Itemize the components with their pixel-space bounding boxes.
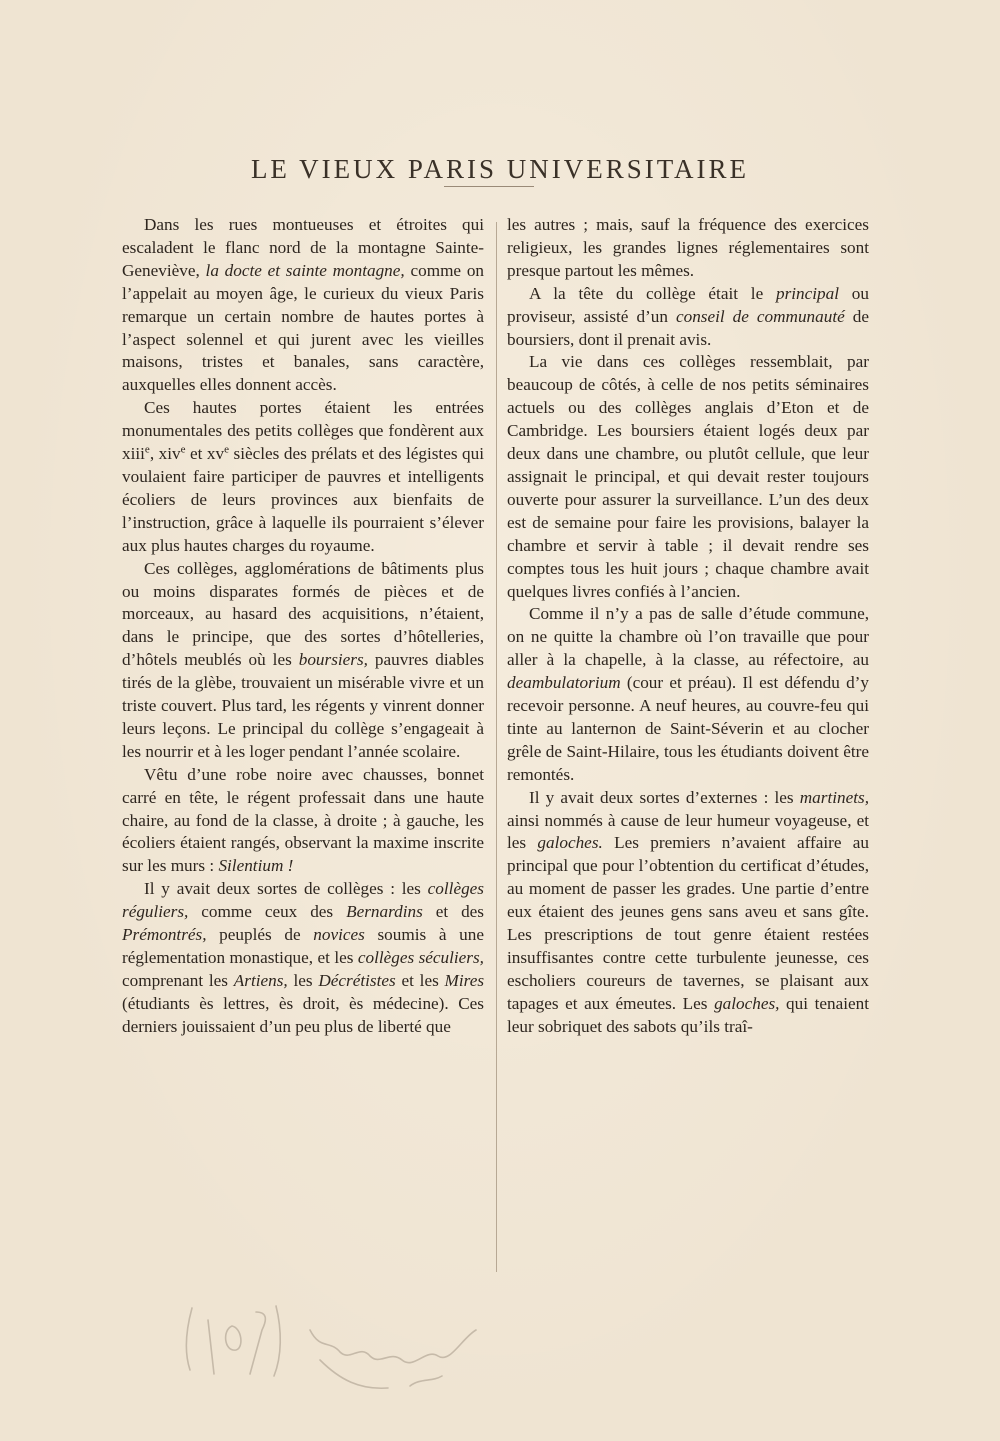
text-run: Comme il n’y a pas de salle d’étude commune, on ne quitte la chambre où l’on travaille que pour aller à la chapelle, à la classe, au réfectoire, au [507, 604, 869, 670]
text-run: comprenant les [122, 970, 234, 990]
paragraph [122, 878, 484, 1038]
column-divider [496, 222, 497, 1272]
text-run: soumis à une réglementation monastique, et les [122, 925, 484, 967]
text-run: La vie dans ces collèges ressemblait, par beaucoup de côtés, à celle de nos petits séminaires actuels ou des collèges anglais d’Eton et de Cambridge. Les boursiers étaient logés deux par deux dans une chambre, ou plutôt cellule, que leur assignait le principal, et qui devait rester toujours ouverte pour assurer la surveillance. L’un des deux est de semaine pour faire les provisions, balayer la chambre et servir à table ; il devait rendre ses comptes tous les huit jours ; chaque chambre avait quelques livres confiés à l’ancien. [507, 352, 869, 601]
pencil-signature [170, 1290, 510, 1410]
superscript: e [144, 443, 150, 456]
text-run: et xv [185, 444, 225, 464]
text-run: et des [422, 902, 484, 922]
paragraph [122, 558, 484, 764]
italic-text: Prémontrés, [122, 925, 207, 945]
superscript: e [180, 443, 186, 456]
left-column [122, 214, 484, 1039]
italic-text: galoches, [714, 993, 780, 1013]
text-run: Dans les rues montueuses et étroites qui escaladent le flanc nord de la montagne Sainte-Geneviève, [122, 215, 484, 280]
text-run: les [287, 970, 319, 990]
superscript: e [224, 443, 230, 456]
italic-text: martinets, [799, 787, 869, 807]
italic-text: la docte et sainte montagne, [205, 260, 405, 280]
italic-text: galoches. [537, 833, 603, 853]
text-run: de boursiers, dont il prenait avis. [507, 306, 869, 349]
italic-text: collèges réguliers, [122, 879, 484, 922]
paragraph [507, 603, 869, 786]
italic-text: conseil de communauté [675, 306, 845, 326]
paragraph [507, 787, 869, 1039]
text-run: les autres ; mais, sauf la fréquence des exercices religieux, les grandes lignes réglementaires sont presque partout les mêmes. [507, 215, 869, 280]
italic-text: boursiers, [298, 650, 368, 670]
italic-text: Mires [444, 970, 485, 990]
text-run: (cour et préau). Il est défendu d’y recevoir personne. A neuf heures, au couvre-feu qui tinte au lanternon de Saint-Séverin et au clocher grêle de Saint-Hilaire, tous les étudiants doivent être remontés. [507, 673, 869, 784]
text-run: pauvres diables tirés de la glèbe, trouvaient un misérable vivre et un triste couvert. Plus tard, les régents y vinrent donner leurs leçons. Le principal du collège s’engageait à les nourrir et à les loger pendant l’année scolaire. [122, 650, 484, 761]
page-title: LE VIEUX PARIS UNIVERSITAIRE [250, 154, 750, 185]
italic-text: Bernardins [346, 902, 423, 922]
text-run: Il y avait deux sortes de collèges : les [144, 879, 428, 899]
text-run: Il y avait deux sortes d’externes : les [529, 787, 800, 807]
text-run: peuplés de [206, 925, 314, 945]
text-run: Ces collèges, agglomérations de bâtiments plus ou moins disparates formés de pièces et de morceaux, au hasard des acquisitions, n’étaient, dans le principe, que des sortes d’hôtelleries, d’hôtels meublés où les [122, 558, 484, 670]
text-run: comme ceux des [188, 902, 347, 922]
italic-text: deambulatorium [507, 673, 621, 693]
text-run: Vêtu d’une robe noire avec chausses, bonnet carré en tête, le régent professait dans une haute chaire, au fond de la classe, à droite ; à gauche, les écoliers étaient rangés, observant la maxime inscrite sur les murs : [122, 764, 484, 876]
text-run: ou proviseur, assisté d’un [507, 283, 869, 326]
text-run: Les premiers n’avaient affaire au principal que pour l’obtention du certificat d’études, au moment de passer les grades. Une partie d’entre eux étaient des jeunes gens sans aveu et sans gîte. Les prescriptions de tout genre étaient restées insuffisantes contre cette turbulente jeunesse, ces escholiers coureurs de tavernes, se plaisant aux tapages et aux émeutes. Les [507, 833, 869, 1013]
text-run: (étudiants ès lettres, ès droit, ès médecine). Ces derniers jouissaient d’un peu plus de liberté que [122, 993, 484, 1036]
italic-text: Décrétistes [318, 970, 396, 990]
text-run: comme on l’appelait au moyen âge, le curieux du vieux Paris remarque un certain nombre de hautes portes à l’aspect solennel et qui jurent avec les vieilles maisons, tristes et banales, sans caractère, auxquelles elles donnent accès. [122, 260, 485, 395]
paragraph [507, 351, 869, 603]
text-run: ainsi nommés à cause de leur humeur voyageuse, et les [507, 810, 869, 853]
text-run: Ces hautes portes étaient les entrées monumentales des petits collèges que fondèrent aux xiii [122, 398, 484, 464]
text-run: siècles des prélats et des légistes qui voulaient faire participer de pauvres et intelligents écoliers de leurs provinces aux bienfaits de l’instruction, grâce à laquelle ils pourraient s’élever aux plus hautes charges du royaume. [122, 444, 485, 555]
paragraph [507, 283, 869, 352]
text-run: A la tête du collège était le [529, 283, 776, 303]
text-run: , xiv [149, 444, 181, 464]
paragraph [122, 397, 484, 557]
italic-text: Silentium ! [218, 856, 294, 876]
title-rule [444, 186, 534, 187]
italic-text: novices [313, 925, 365, 945]
paragraph [122, 214, 484, 397]
text-run: qui tenaient leur sobriquet des sabots qu’ils traî- [507, 993, 869, 1036]
text-run: et les [395, 970, 445, 990]
italic-text: collèges séculiers, [357, 948, 484, 967]
right-column [507, 214, 869, 1039]
italic-text: Artiens, [233, 970, 288, 990]
paragraph [122, 764, 484, 879]
italic-text: principal [775, 283, 840, 303]
paragraph [507, 214, 869, 283]
